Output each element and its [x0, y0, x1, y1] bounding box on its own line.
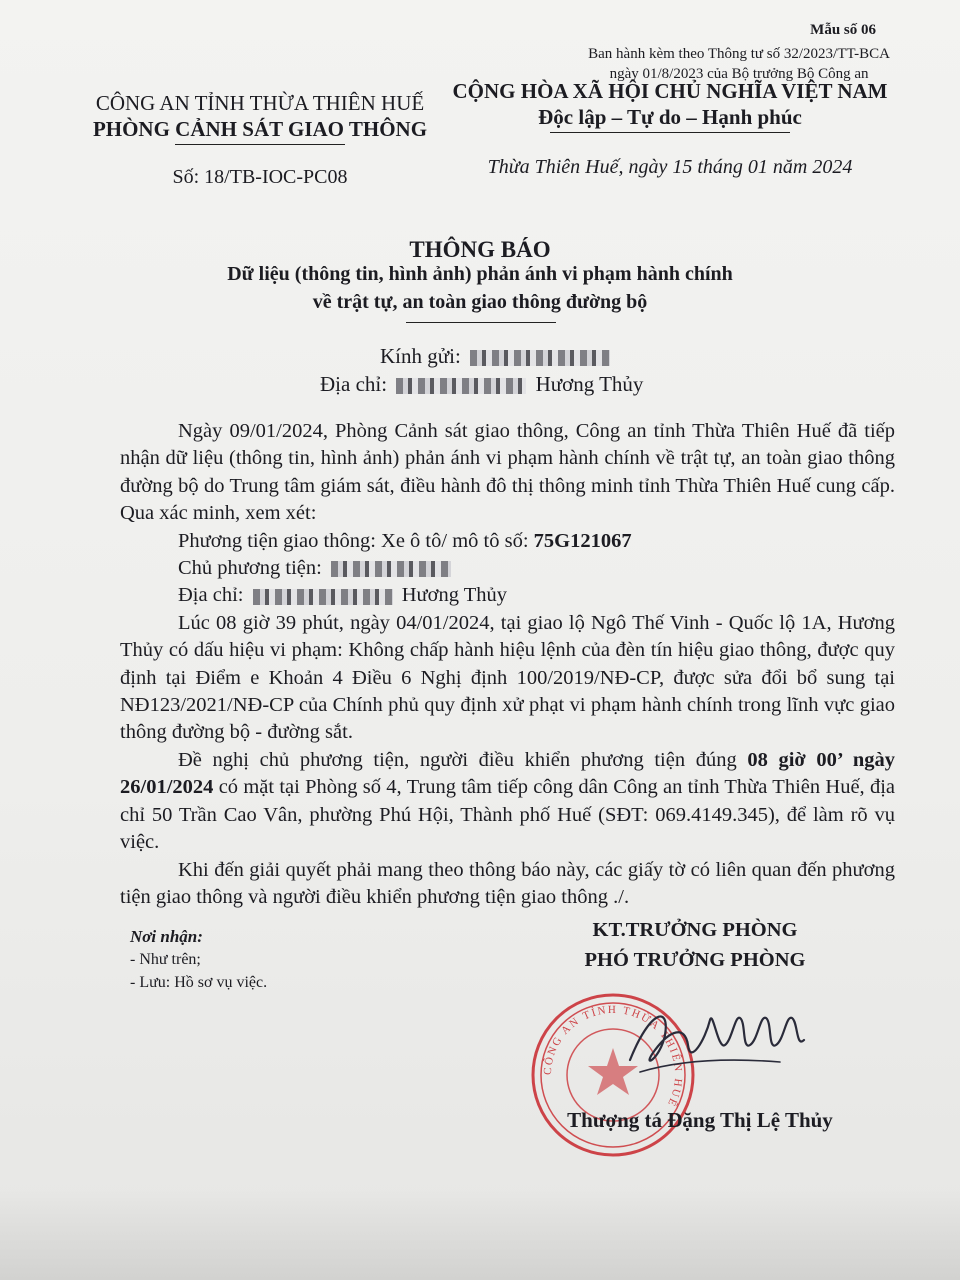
signer-name: Thượng tá Đặng Thị Lệ Thủy [567, 1108, 833, 1132]
signature-title-line1: KT.TRƯỞNG PHÒNG [592, 919, 798, 941]
national-heading [440, 78, 900, 133]
owner-label: Chủ phương tiện: [178, 557, 322, 580]
owner-address-line [120, 582, 895, 609]
notice-body [120, 418, 895, 911]
agency-parent: CÔNG AN TỈNH THỪA THIÊN HUẾ [95, 91, 425, 115]
receiver-item: - Lưu: Hồ sơ vụ việc. [130, 974, 268, 991]
redacted-owner-name [331, 561, 451, 577]
receivers-heading: Nơi nhận: [130, 927, 203, 946]
subtitle-line2: về trật tự, an toàn giao thông đường bộ [312, 291, 648, 313]
redacted-recipient-name [470, 350, 610, 366]
agency-underline [175, 144, 345, 145]
subtitle-line1: Dữ liệu (thông tin, hình ảnh) phản ánh vi phạm hành chính [227, 263, 733, 285]
recipient-address-label: Địa chỉ: [320, 372, 388, 396]
redacted-recipient-address [396, 378, 526, 394]
nation-name: CỘNG HÒA XÃ HỘI CHỦ NGHĨA VIỆT NAM [452, 79, 888, 103]
receivers-block [130, 925, 267, 994]
agency-department: PHÒNG CẢNH SÁT GIAO THÔNG [92, 117, 428, 141]
paragraph-violation: Lúc 08 giờ 39 phút, ngày 04/01/2024, tại giao lộ Ngô Thế Vinh - Quốc lộ 1A, Hương Thủy có dấu hiệu vi phạm: Không chấp hành hiệu lệnh của đèn tín hiệu giao thông, được quy định tại Điểm e Khoản 4 Điều 6 Nghị định 100/2019/NĐ-CP, được sửa đổi bổ sung tại NĐ123/2021/NĐ-CP của Chính phủ quy định xử phạt vi phạm hành chính trong lĩnh vực giao thông đường bộ - đường sắt. [120, 611, 895, 744]
form-issued-line2: ngày 01/8/2023 của Bộ trưởng Bộ Công an [609, 66, 869, 82]
paragraph-intro: Ngày 09/01/2024, Phòng Cảnh sát giao thông, Công an tỉnh Thừa Thiên Huế đã tiếp nhận dữ liệu (thông tin, hình ảnh) phản ánh vi phạm hành chính về trật tự, an toàn giao thông đường bộ do Trung tâm giám sát, điều hành đô thị thông minh tỉnh Thừa Thiên Huế cung cấp. Qua xác minh, xem xét: [120, 420, 895, 525]
issuing-agency [70, 90, 450, 145]
recipient-address-visible: Hương Thủy [535, 372, 644, 396]
form-issued-line1: Ban hành kèm theo Thông tư số 32/2023/TT-BCA [588, 46, 890, 62]
recipient-block [320, 342, 643, 398]
summons-time: 08 giờ 00’ ngày 26/01/2024 [120, 748, 895, 799]
recipient-label: Kính gửi: [380, 344, 461, 368]
owner-address-label: Địa chỉ: [178, 584, 244, 607]
document-number: Số: 18/TB-IOC-PC08 [172, 166, 348, 188]
vehicle-line [120, 528, 895, 555]
document-title: THÔNG BÁO [409, 237, 551, 262]
paragraph-closing: Khi đến giải quyết phải mang theo thông báo này, các giấy tờ có liên quan đến phương tiện giao thông và người điều khiển phương tiện giao thông ./. [120, 858, 895, 908]
page-shadow [0, 1190, 960, 1280]
seal-lettering: CÔNG AN TỈNH THỪA THIÊN HUẾ [541, 1003, 685, 1110]
license-plate: 75G121067 [533, 529, 632, 552]
motto-underline [550, 132, 790, 133]
receiver-item: - Như trên; [130, 951, 201, 968]
handwritten-signature [610, 990, 820, 1090]
place-and-date: Thừa Thiên Huế, ngày 15 tháng 01 năm 2024 [487, 156, 853, 178]
form-number: Mẫu số 06 [810, 22, 876, 38]
redacted-owner-address [253, 589, 393, 605]
signature-title [540, 915, 850, 975]
nation-motto: Độc lập – Tự do – Hạnh phúc [538, 105, 802, 129]
summons-text-b: có mặt tại Phòng số 4, Trung tâm tiếp công dân Công an tỉnh Thừa Thiên Huế, địa chỉ 50 Trần Cao Vân, phường Phú Hội, Thành phố Huế (SĐT: 069.4149.345), để làm rõ vụ việc. [120, 776, 896, 854]
vehicle-label: Phương tiện giao thông: Xe ô tô/ mô tô số: [178, 529, 529, 552]
owner-address-visible: Hương Thủy [401, 584, 508, 607]
title-underline [406, 322, 556, 323]
paragraph-summons [120, 747, 895, 857]
owner-line [120, 555, 895, 582]
signature-title-line2: PHÓ TRƯỞNG PHÒNG [584, 949, 806, 971]
document-subtitle [60, 260, 900, 316]
summons-text-a: Đề nghị chủ phương tiện, người điều khiển phương tiện đúng [178, 748, 737, 771]
